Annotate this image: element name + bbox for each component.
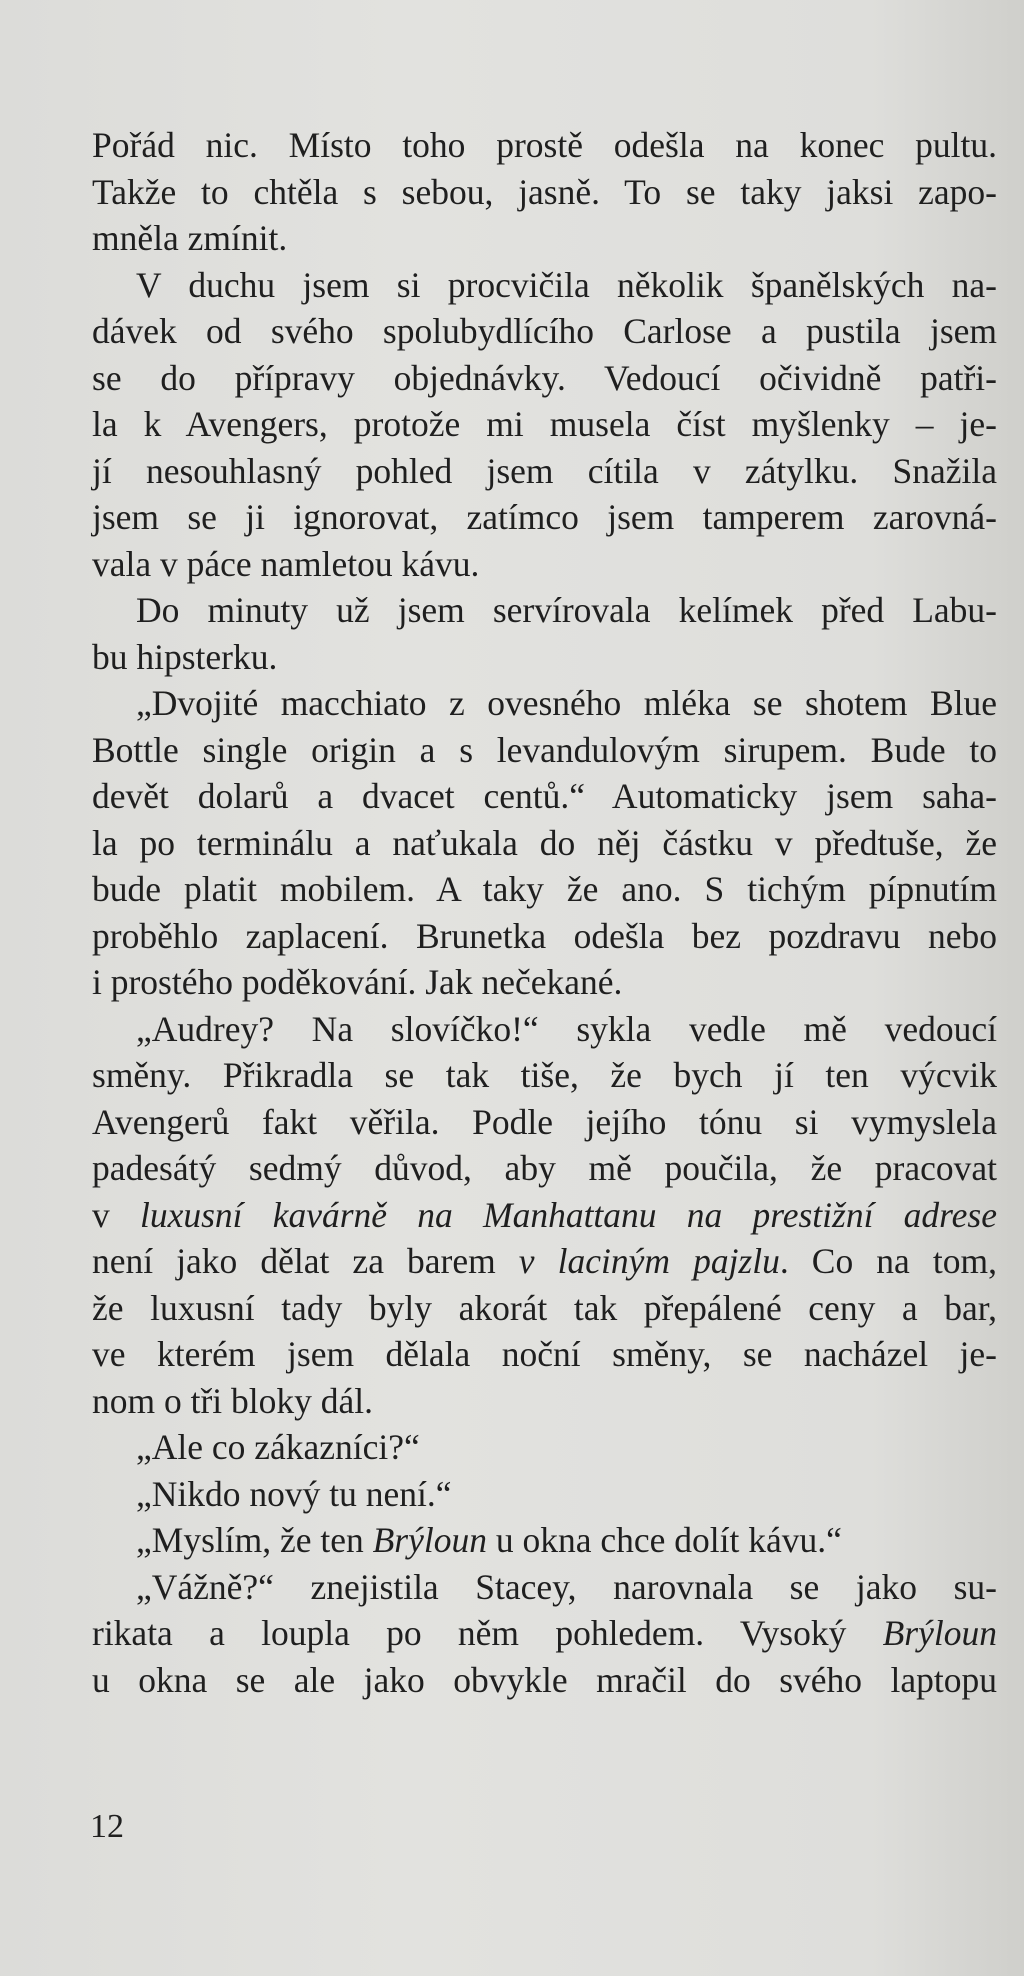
text-span: . Co na tom, bbox=[779, 1241, 997, 1281]
text-span: vala v páce namletou kávu. bbox=[92, 543, 480, 584]
text-line bbox=[92, 215, 997, 262]
text-span: že luxusní tady byly akorát tak přepálené ceny a bar, bbox=[92, 1287, 997, 1328]
text-span: se do přípravy objednávky. Vedoucí očividně patři- bbox=[92, 357, 997, 398]
text-span: la po terminálu a naťukala do něj částku v předtuše, že bbox=[92, 822, 997, 863]
text-line bbox=[92, 401, 997, 448]
text-line bbox=[92, 1052, 997, 1099]
text-line bbox=[92, 913, 997, 960]
text-line bbox=[92, 866, 997, 913]
text-span: la k Avengers, protože mi musela číst myšlenky – je- bbox=[92, 404, 997, 444]
text-line bbox=[92, 1424, 997, 1471]
text-span: Pořád nic. Místo toho prostě odešla na konec pultu. bbox=[92, 125, 997, 165]
body-text bbox=[92, 122, 997, 1703]
text-span: devět dolarů a dvacet centů.“ Automaticky jsem saha- bbox=[92, 776, 997, 816]
text-span: „Nikdo nový tu není.“ bbox=[136, 1473, 452, 1514]
text-span: bu hipsterku. bbox=[92, 636, 278, 677]
text-span: „Audrey? Na slovíčko!“ sykla vedle mě vedoucí bbox=[136, 1008, 997, 1049]
text-line bbox=[92, 587, 997, 634]
text-span: jí nesouhlasný pohled jsem cítila v zátylku. Snažila bbox=[92, 450, 997, 491]
text-span: u okna se ale jako obvykle mračil do svého laptopu bbox=[92, 1659, 997, 1700]
page-number: 12 bbox=[90, 1808, 124, 1845]
text-line bbox=[92, 1378, 997, 1425]
text-line bbox=[92, 1657, 997, 1704]
text-line bbox=[92, 122, 997, 169]
text-span: směny. Přikradla se tak tiše, že bych jí ten výcvik bbox=[92, 1055, 997, 1095]
text-span: dávek od svého spolubydlícího Carlose a pustila jsem bbox=[92, 311, 997, 351]
text-line bbox=[92, 308, 997, 355]
text-line bbox=[92, 1610, 997, 1657]
text-line bbox=[92, 1192, 997, 1239]
text-span: „Ale co zákazníci?“ bbox=[136, 1427, 420, 1467]
text-span: Avengerů fakt věřila. Podle jejího tónu si vymyslela bbox=[92, 1101, 997, 1142]
text-span: Bottle single origin a s levandulovým sirupem. Bude to bbox=[92, 729, 997, 770]
text-span: nom o tři bloky dál. bbox=[92, 1380, 374, 1421]
text-line bbox=[92, 959, 997, 1006]
text-span: padesátý sedmý důvod, aby mě poučila, že pracovat bbox=[92, 1148, 997, 1188]
text-span: V duchu jsem si procvičila několik španělských na- bbox=[136, 264, 997, 305]
text-line bbox=[92, 169, 997, 216]
text-line bbox=[92, 1145, 997, 1192]
text-line bbox=[92, 1238, 997, 1285]
text-line bbox=[92, 448, 997, 495]
text-line bbox=[92, 680, 997, 727]
text-span: Takže to chtěla s sebou, jasně. To se taky jaksi zapo- bbox=[92, 171, 997, 212]
text-line bbox=[92, 494, 997, 541]
text-line bbox=[92, 820, 997, 867]
text-span: mněla zmínit. bbox=[92, 218, 288, 258]
text-span: není jako dělat za barem bbox=[92, 1241, 519, 1281]
text-span: jsem se ji ignorovat, zatímco jsem tamperem zarovná- bbox=[92, 497, 997, 537]
text-line bbox=[92, 1099, 997, 1146]
text-line bbox=[92, 541, 997, 588]
italic-text: Brýloun bbox=[372, 1520, 487, 1560]
text-span: „Vážně?“ znejistila Stacey, narovnala se jako su- bbox=[136, 1566, 997, 1607]
text-line bbox=[92, 1517, 997, 1564]
text-line bbox=[92, 727, 997, 774]
text-span: Do minuty už jsem servírovala kelímek před Labu- bbox=[136, 590, 997, 630]
text-span: i prostého poděkování. Jak nečekané. bbox=[92, 962, 623, 1002]
text-span: proběhlo zaplacení. Brunetka odešla bez pozdravu nebo bbox=[92, 915, 997, 956]
italic-text: luxusní kavárně na Manhattanu na prestižní adrese bbox=[139, 1194, 997, 1235]
text-span: u okna chce dolít kávu.“ bbox=[486, 1520, 842, 1560]
italic-text: Brýloun bbox=[882, 1613, 997, 1653]
text-span: v bbox=[92, 1194, 140, 1235]
text-span: „Myslím, že ten bbox=[136, 1520, 373, 1560]
text-line bbox=[92, 634, 997, 681]
text-line bbox=[92, 1564, 997, 1611]
text-line bbox=[92, 1471, 997, 1518]
text-span: bude platit mobilem. A taky že ano. S tichým pípnutím bbox=[92, 869, 997, 909]
text-span: ve kterém jsem dělala noční směny, se nacházel je- bbox=[92, 1334, 997, 1374]
text-span: rikata a loupla po něm pohledem. Vysoký bbox=[92, 1613, 883, 1653]
text-line bbox=[92, 773, 997, 820]
text-line bbox=[92, 1285, 997, 1332]
text-line bbox=[92, 355, 997, 402]
italic-text: v laciným pajzlu bbox=[518, 1241, 780, 1281]
text-line bbox=[92, 1006, 997, 1053]
text-span: „Dvojité macchiato z ovesného mléka se shotem Blue bbox=[136, 683, 997, 723]
text-line bbox=[92, 1331, 997, 1378]
text-line bbox=[92, 262, 997, 309]
